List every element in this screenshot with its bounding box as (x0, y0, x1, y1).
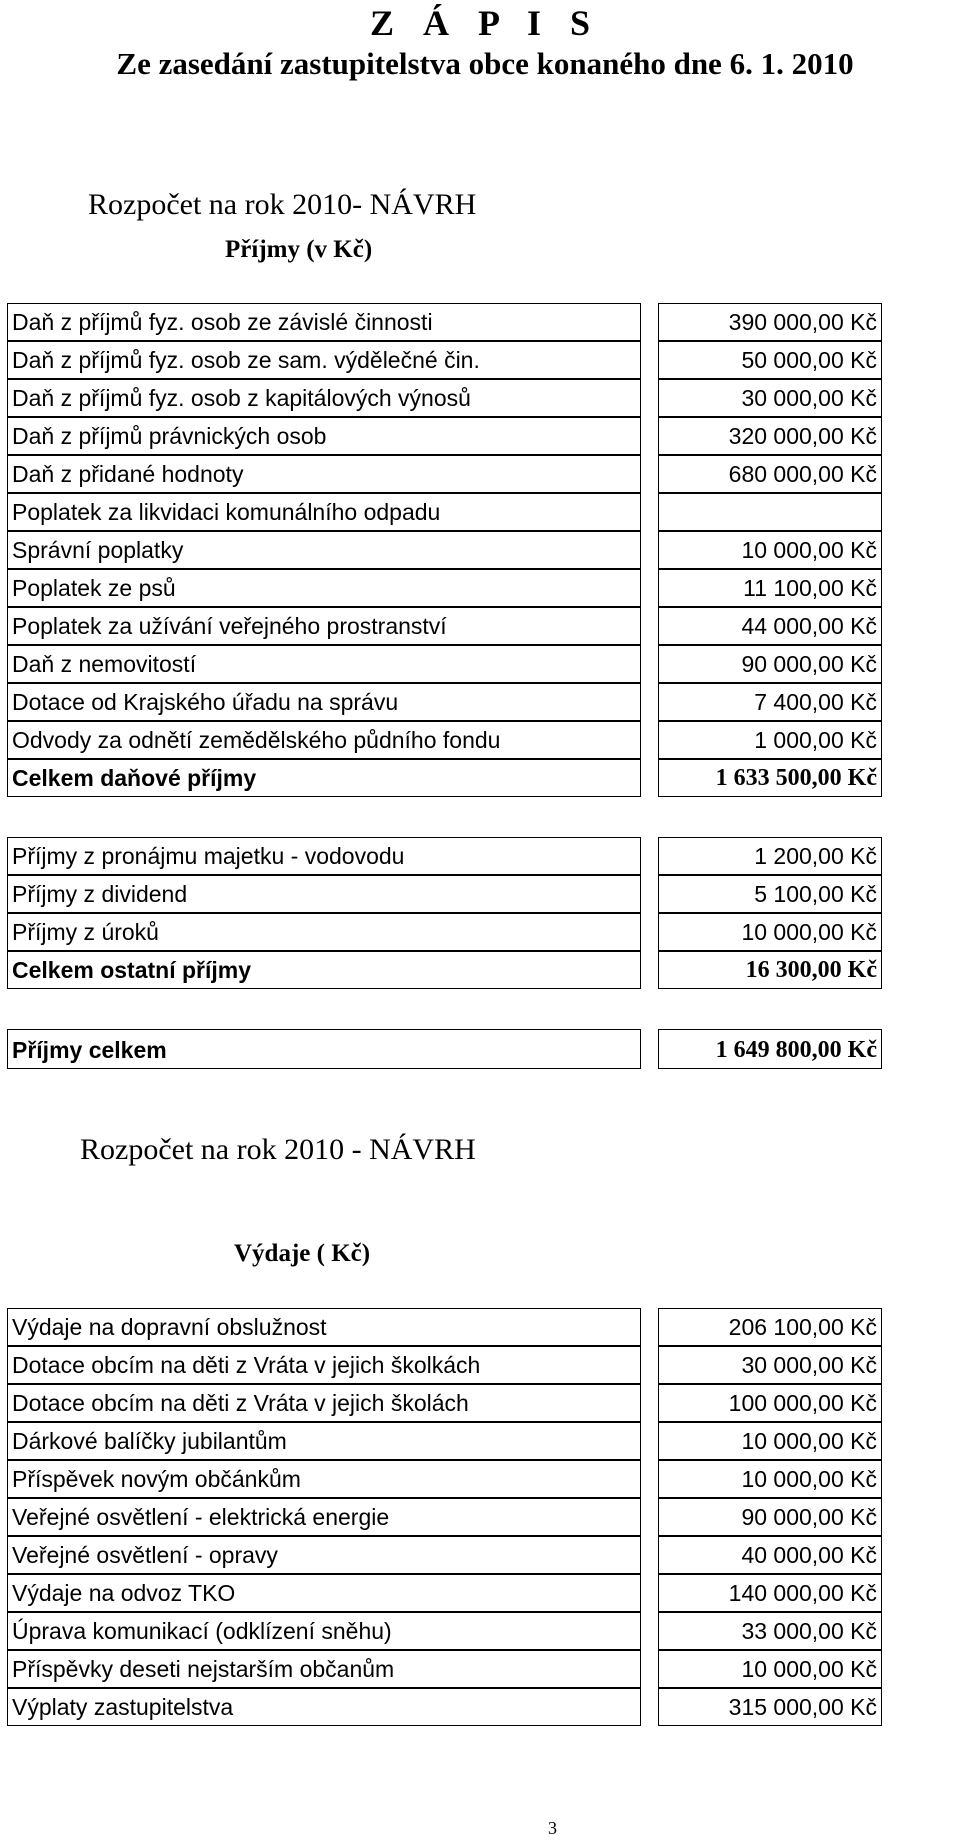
row-label: Výdaje na odvoz TKO (12, 1580, 236, 1606)
row-value: 30 000,00 Kč (741, 385, 877, 411)
row-value: 11 100,00 Kč (743, 575, 877, 601)
row-value: 44 000,00 Kč (741, 613, 877, 639)
row-value: 390 000,00 Kč (728, 309, 877, 335)
row-value: 30 000,00 Kč (741, 1352, 877, 1378)
row-label: Daň z přidané hodnoty (12, 461, 244, 487)
row-value: 10 000,00 Kč (741, 1466, 877, 1492)
row-value: 10 000,00 Kč (741, 537, 877, 563)
row-label: Příspěvky deseti nejstarším občanům (12, 1656, 395, 1682)
income-heading: Rozpočet na rok 2010- NÁVRH (88, 188, 477, 221)
other-total-value: 16 300,00 Kč (745, 957, 877, 983)
row-value: 10 000,00 Kč (741, 919, 877, 945)
other-total-label: Celkem ostatní příjmy (12, 957, 252, 983)
document-title: Z Á P I S (369, 3, 601, 43)
grand-total-value: 1 649 800,00 Kč (715, 1037, 877, 1063)
row-value: 320 000,00 Kč (728, 423, 877, 449)
row-label: Poplatek za užívání veřejného prostranství (12, 613, 447, 639)
document-subtitle: Ze zasedání zastupitelstva obce konaného dne 6. 1. 2010 (116, 46, 854, 81)
row-value: 5 100,00 Kč (754, 881, 877, 907)
row-value: 40 000,00 Kč (741, 1542, 877, 1568)
row-value: 100 000,00 Kč (728, 1390, 877, 1416)
row-label: Dotace obcím na děti z Vráta v jejich školách (12, 1390, 469, 1416)
row-label: Daň z nemovitostí (12, 651, 197, 677)
row-label: Dárkové balíčky jubilantům (12, 1428, 287, 1454)
income-subheading: Příjmy (v Kč) (225, 236, 373, 263)
row-label: Výplaty zastupitelstva (12, 1694, 234, 1720)
row-label: Odvody za odnětí zemědělského půdního fondu (12, 727, 501, 753)
row-label: Daň z příjmů fyz. osob z kapitálových výnosů (12, 385, 471, 411)
row-label: Daň z příjmů fyz. osob ze sam. výdělečné čin. (12, 347, 480, 373)
row-value: 1 000,00 Kč (754, 727, 877, 753)
row-value: 10 000,00 Kč (741, 1428, 877, 1454)
row-value: 680 000,00 Kč (728, 461, 877, 487)
row-value: 7 400,00 Kč (754, 689, 877, 715)
row-label: Příjmy z úroků (12, 919, 159, 945)
row-label: Příjmy z dividend (12, 881, 188, 907)
tax-total-label: Celkem daňové příjmy (12, 765, 257, 791)
row-label: Dotace od Krajského úřadu na správu (12, 689, 399, 715)
row-value: 315 000,00 Kč (728, 1694, 877, 1720)
row-value: 1 200,00 Kč (754, 843, 877, 869)
expenses-subheading: Výdaje ( Kč) (234, 1240, 371, 1267)
row-value: 50 000,00 Kč (741, 347, 877, 373)
row-value: 206 100,00 Kč (728, 1314, 877, 1340)
page-number: 3 (548, 1818, 557, 1838)
row-label: Daň z příjmů právnických osob (12, 423, 327, 449)
row-label: Veřejné osvětlení - opravy (12, 1542, 278, 1568)
row-label: Úprava komunikací (odklízení sněhu) (12, 1618, 392, 1644)
row-value: 33 000,00 Kč (741, 1618, 877, 1644)
row-label: Daň z příjmů fyz. osob ze závislé činnosti (12, 309, 433, 335)
row-label: Správní poplatky (12, 537, 184, 563)
row-value: 90 000,00 Kč (741, 1504, 877, 1530)
row-label: Dotace obcím na děti z Vráta v jejich školkách (12, 1352, 481, 1378)
row-label: Příspěvek novým občánkům (12, 1466, 301, 1492)
row-label: Výdaje na dopravní obslužnost (12, 1314, 327, 1340)
row-value: 140 000,00 Kč (728, 1580, 877, 1606)
row-value: 10 000,00 Kč (741, 1656, 877, 1682)
expenses-heading: Rozpočet na rok 2010 - NÁVRH (80, 1133, 476, 1166)
row-value: 90 000,00 Kč (741, 651, 877, 677)
grand-total-label: Příjmy celkem (12, 1037, 167, 1063)
row-label: Příjmy z pronájmu majetku - vodovodu (12, 843, 405, 869)
row-label: Poplatek ze psů (12, 575, 176, 601)
row-label: Veřejné osvětlení - elektrická energie (12, 1504, 390, 1530)
row-label: Poplatek za likvidaci komunálního odpadu (12, 499, 441, 525)
tax-total-value: 1 633 500,00 Kč (715, 765, 877, 791)
